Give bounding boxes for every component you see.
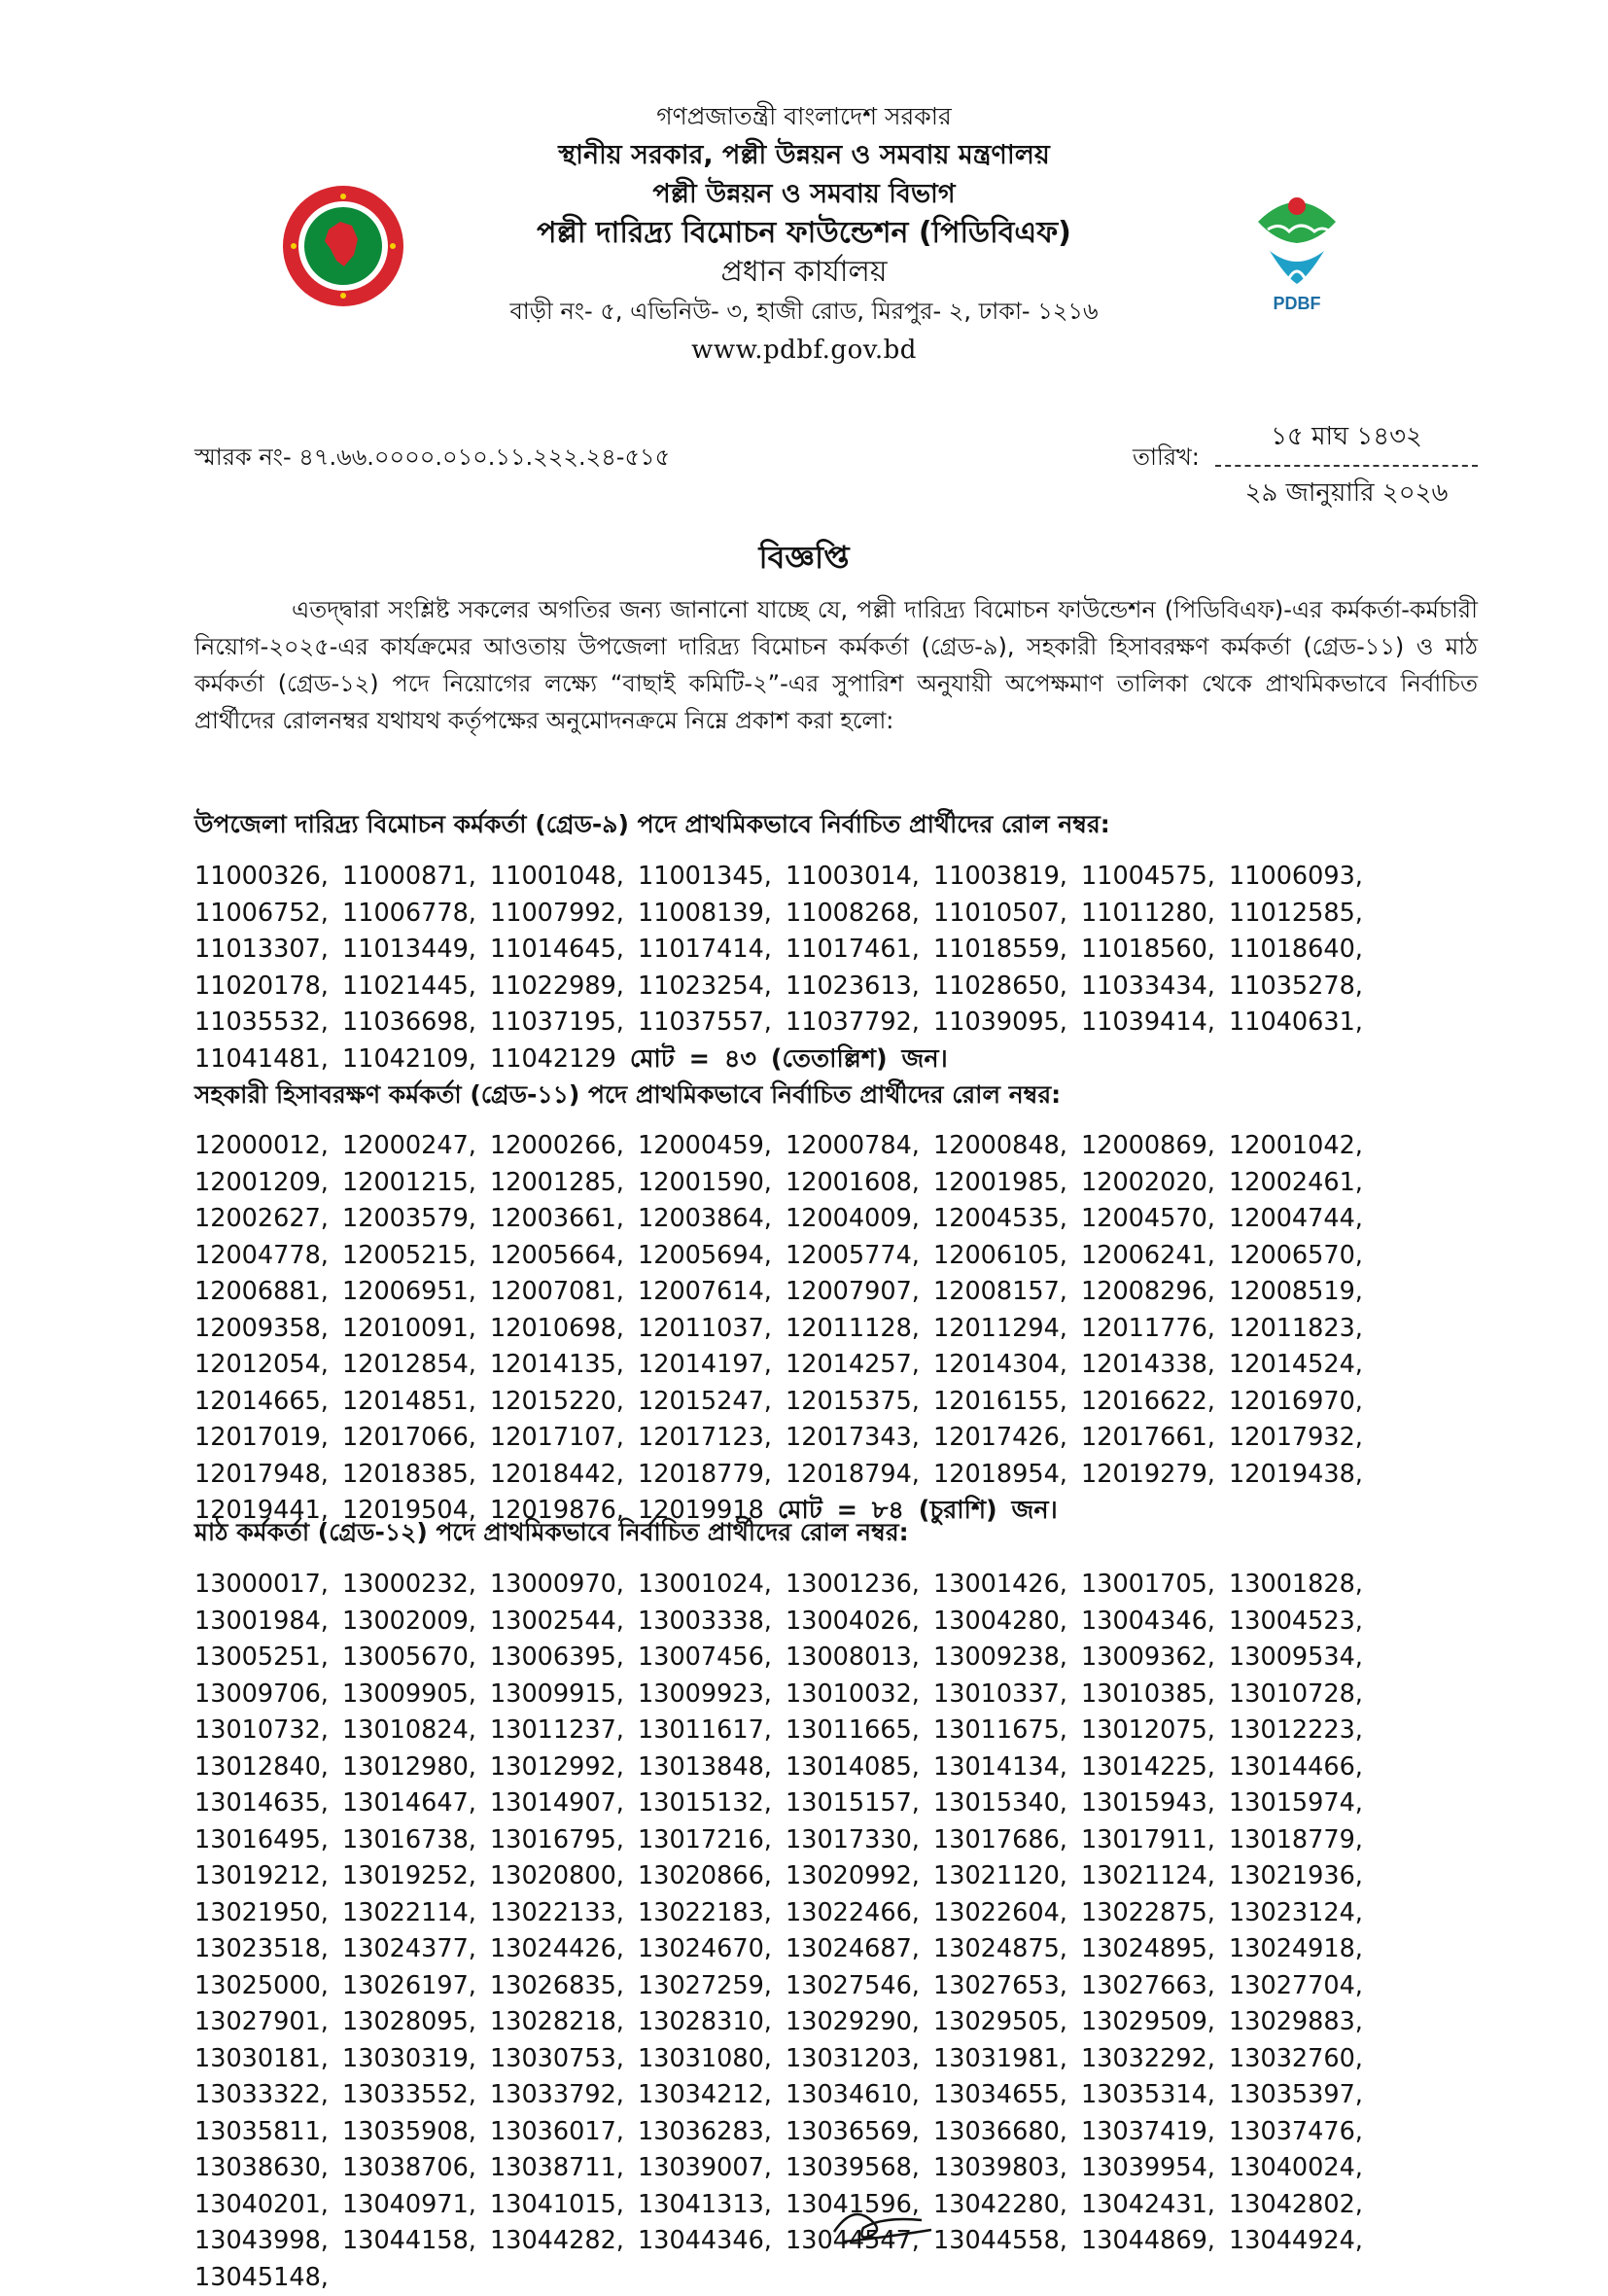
section-heading-grade-9: উপজেলা দারিদ্র্য বিমোচন কর্মকর্তা (গ্রেড-৯) পদে প্রাথমিকভাবে নির্বাচিত প্রার্থীদের রোল নম্বর: bbox=[194, 810, 1110, 838]
roll-numbers: 11000326, 11000871, 11001048, 11001345, 11003014, 11003819, 11004575, 11006093, 11006752, 11006778, 11007992, 11008139, 11008268, 11010507, 11011280, 11012585, 11013307, 11013449, 11014645, 11017414, 11017461, 11018559, 11018560, 11018640, 11020178, 11021445, 11022989, 11023254, 11023613, 11028650, 11033434, 11035278, 11035532, 11036698, 11037195, 11037557, 11037792, 11039095, 11039414, 11040631, 11041481, 11042109, 11042129 bbox=[194, 862, 1363, 1074]
section-heading-grade-12: মাঠ কর্মকর্তা (গ্রেড-১২) পদে প্রাথমিকভাবে নির্বাচিত প্রার্থীদের রোল নম্বর: bbox=[194, 1518, 909, 1546]
signature-mark-icon bbox=[815, 2193, 941, 2251]
notice-title: বিজ্ঞপ্তি bbox=[758, 539, 850, 576]
division-name: পল্লী উন্নয়ন ও সমবায় বিভাগ bbox=[652, 179, 956, 209]
section-heading-grade-11: সহকারী হিসাবরক্ষণ কর্মকর্তা (গ্রেড-১১) পদে প্রাথমিকভাবে নির্বাচিত প্রার্থীদের রোল নম্বর: bbox=[194, 1080, 1062, 1109]
date-label: তারিখ: bbox=[1133, 443, 1200, 471]
government-name: গণপ্রজাতন্ত্রী বাংলাদেশ সরকার bbox=[656, 102, 952, 130]
roll-list-grade-11 bbox=[194, 1128, 1497, 1530]
ministry-name: স্থানীয় সরকার, পল্লী উন্নয়ন ও সমবায় মন্ত্রণালয় bbox=[558, 140, 1050, 170]
total-count: মোট = ৪৩ (তেতাল্লিশ) জন। bbox=[629, 1043, 948, 1074]
roll-numbers: 12000012, 12000247, 12000266, 12000459, 12000784, 12000848, 12000869, 12001042, 12001209, 12001215, 12001285, 12001590, 12001608, 12001985, 12002020, 12002461, 12002627, 12003579, 12003661, 12003864, 12004009, 12004535, 12004570, 12004744, 12004778, 12005215, 12005664, 12005694, 12005774, 12006105, 12006241, 12006570, 12006881, 12006951, 12007081, 12007614, 12007907, 12008157, 12008296, 12008519, 12009358, 12010091, 12010698, 12011037, 12011128, 12011294, 12011776, 12011823, 12012054, 12012854, 12014135, 12014197, 12014257, 12014304, 12014338, 12014524, 12014665, 12014851, 12015220, 12015247, 12015375, 12016155, 12016622, 12016970, 12017019, 12017066, 12017107, 12017123, 12017343, 12017426, 12017661, 12017932, 12017948, 12018385, 12018442, 12018779, 12018794, 12018954, 12019279, 12019438, 12019441, 12019504, 12019876, 12019918 bbox=[194, 1131, 1363, 1525]
roll-numbers: 13000017, 13000232, 13000970, 13001024, 13001236, 13001426, 13001705, 13001828, 13001984, 13002009, 13002544, 13003338, 13004026, 13004280, 13004346, 13004523, 13005251, 13005670, 13006395, 13007456, 13008013, 13009238, 13009362, 13009534, 13009706, 13009905, 13009915, 13009923, 13010032, 13010337, 13010385, 13010728, 13010732, 13010824, 13011237, 13011617, 13011665, 13011675, 13012075, 13012223, 13012840, 13012980, 13012992, 13013848, 13014085, 13014134, 13014225, 13014466, 13014635, 13014647, 13014907, 13015132, 13015157, 13015340, 13015943, 13015974, 13016495, 13016738, 13016795, 13017216, 13017330, 13017686, 13017911, 13018779, 13019212, 13019252, 13020800, 13020866, 13020992, 13021120, 13021124, 13021936, 13021950, 13022114, 13022133, 13022183, 13022466, 13022604, 13022875, 13023124, 13023518, 13024377, 13024426, 13024670, 13024687, 13024875, 13024895, 13024918, 13025000, 13026197, 13026835, 13027259, 13027546, 13027653, 13027663, 13027704, 13027901, 13028095, 13028218, 13028310, 13029290, 13029505, 13029509, 13029883, 13030181, 13030319, 13030753, 13031080, 13031203, 13031981, 13032292, 13032760, 13033322, 13033552, 13033792, 13034212, 13034610, 13034655, 13035314, 13035397, 13035811, 13035908, 13036017, 13036283, 13036569, 13036680, 13037419, 13037476, 13038630, 13038706, 13038711, 13039007, 13039568, 13039803, 13039954, 13040024, 13040201, 13040971, 13041015, 13041313, 13041596, 13042280, 13042431, 13042802, 13043998, 13044158, 13044282, 13044346, 13044547, 13044558, 13044869, 13044924, 13045148, bbox=[194, 1570, 1363, 2292]
roll-list-grade-12 bbox=[194, 1567, 1497, 2296]
date-bangla: ১৫ মাঘ ১৪৩২ bbox=[1215, 416, 1478, 467]
memo-number: স্মারক নং- ৪৭.৬৬.০০০০.০১০.১১.২২২.২৪-৫১৫ bbox=[194, 443, 671, 471]
pdbf-logo-text: PDBF bbox=[1273, 294, 1321, 313]
date-block bbox=[1215, 416, 1478, 515]
date-english: ২৯ জানুয়ারি ২০২৬ bbox=[1244, 478, 1449, 508]
roll-list-grade-9 bbox=[194, 859, 1497, 1077]
letterhead bbox=[0, 97, 1608, 370]
intro-paragraph: এতদ্দ্বারা সংশ্লিষ্ট সকলের অগতির জন্য জানানো যাচ্ছে যে, পল্লী দারিদ্র্য বিমোচন ফাউন্ডেশন (পিডিবিএফ)-এর কর্মকর্তা-কর্মচারী নিয়োগ-২০২৫-এর কার্যক্রমের আওতায় উপজেলা দারিদ্র্য বিমোচন কর্মকর্তা (গ্রেড-৯), সহকারী হিসাবরক্ষণ কর্মকর্তা (গ্রেড-১১) ও মাঠ কর্মকর্তা (গ্রেড-১২) পদে নিয়োগের লক্ষ্যে “বাছাই কমিটি-২”-এর সুপারিশ অনুযায়ী অপেক্ষমাণ তালিকা থেকে প্রাথমিকভাবে নির্বাচিত প্রার্থীদের রোলনম্বর যথাযথ কর্তৃপক্ষের অনুমোদনক্রমে নিম্নে প্রকাশ করা হলো: bbox=[194, 596, 1478, 734]
website-link[interactable]: www.pdbf.gov.bd bbox=[691, 336, 917, 365]
total-count: মোট = ৮৪ (চুরাশি) জন। bbox=[777, 1496, 1058, 1525]
office-address: বাড়ী নং- ৫, এভিনিউ- ৩, হাজী রোড, মিরপুর- ২, ঢাকা- ১২১৬ bbox=[509, 298, 1099, 325]
office-name: প্রধান কার্যালয় bbox=[720, 255, 888, 289]
organization-name: পল্লী দারিদ্র্য বিমোচন ফাউন্ডেশন (পিডিবিএফ) bbox=[537, 216, 1071, 250]
